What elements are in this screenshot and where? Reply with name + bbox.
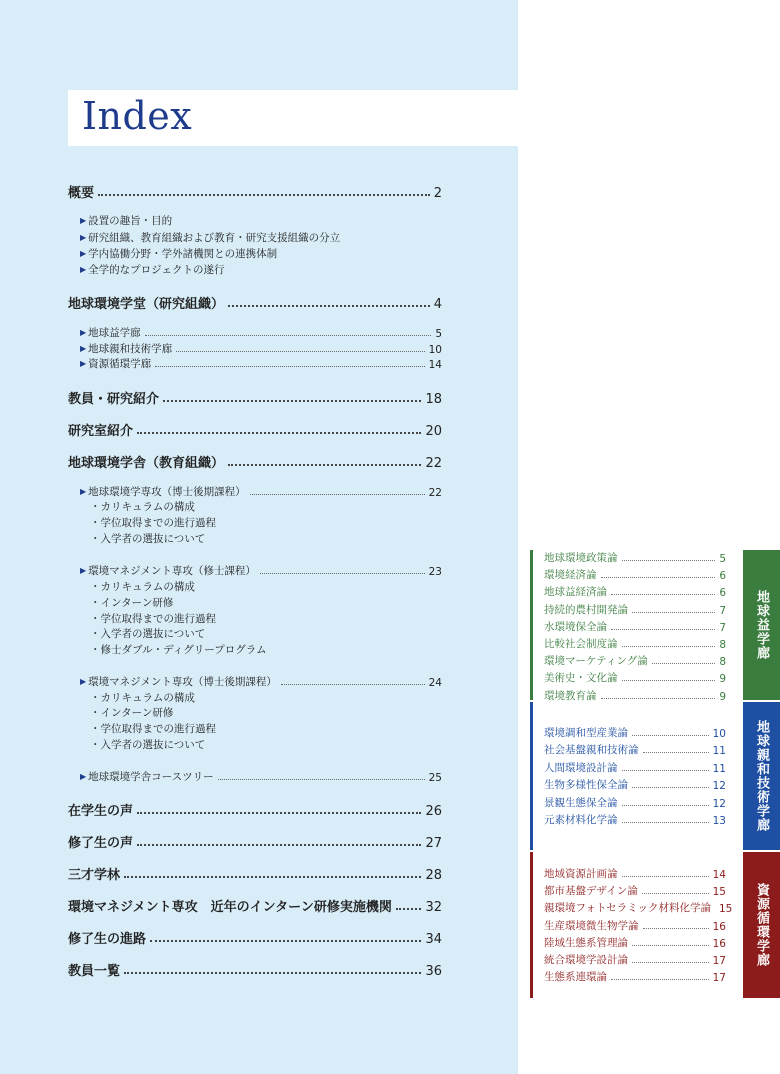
toc-doctoral-env-item[interactable]: ・カリキュラムの構成 xyxy=(90,501,195,513)
course-label: 生産環境微生物学論 xyxy=(544,919,639,932)
course-item[interactable] xyxy=(544,760,726,775)
toc-doctoral-env-item[interactable]: ・入学者の選抜について xyxy=(90,533,206,545)
course-item[interactable] xyxy=(544,670,726,685)
toc-master-mgmt-item[interactable]: ・入学者の選抜について xyxy=(90,628,206,640)
course-item[interactable] xyxy=(544,777,726,792)
toc-doctoral-env-item[interactable]: ・学位取得までの進行過程 xyxy=(90,517,216,529)
course-label: 親環境フォトセラミック材料化学論 xyxy=(544,902,711,915)
course-page: 6 xyxy=(719,570,726,583)
course-page: 15 xyxy=(718,903,733,916)
toc-labs[interactable]: 研究室紹介 20 xyxy=(68,424,442,439)
toc-edu-org[interactable]: 地球環境学舎（教育組織） 22 xyxy=(68,456,442,471)
course-item[interactable] xyxy=(544,584,726,599)
course-label: 都市基盤デザイン論 xyxy=(544,885,638,898)
toc-master-mgmt-item[interactable]: ・カリキュラムの構成 xyxy=(90,581,195,593)
course-page: 9 xyxy=(719,673,726,686)
toc-course-tree[interactable]: ▶ 地球環境学舎コースツリー 25 xyxy=(80,771,442,784)
course-page: 8 xyxy=(719,656,726,669)
course-label: 環境調和型産業論 xyxy=(544,727,628,739)
toc-students[interactable]: 在学生の声 26 xyxy=(68,804,442,819)
group-bar-junkan xyxy=(530,852,533,998)
page-title: Index xyxy=(82,94,193,138)
course-label: 社会基盤親和技術論 xyxy=(544,744,639,757)
toc-overview[interactable]: 概要 2 xyxy=(68,186,442,201)
toc-master-mgmt-item[interactable]: ・修士ダブル・ディグリープログラム xyxy=(90,644,267,656)
course-page: 13 xyxy=(712,815,726,827)
toc-doctoral-mgmt-item[interactable]: ・入学者の選抜について xyxy=(90,739,206,751)
tab-chikyueki[interactable]: 地球益学廊 xyxy=(743,550,780,700)
toc-overview-item[interactable]: ▶ 学内協働分野・学外諸機関との連携体制 xyxy=(80,248,278,260)
course-label: 環境マーケティング論 xyxy=(544,655,648,668)
toc-overview-item[interactable]: ▶ 設置の趣旨・目的 xyxy=(80,215,173,227)
course-item[interactable] xyxy=(544,812,726,827)
course-item[interactable] xyxy=(544,688,726,703)
toc-doctoral-mgmt-item[interactable]: ・インターン研修 xyxy=(90,707,174,719)
course-label: 地域資源計画論 xyxy=(544,868,618,880)
tab-junkan[interactable]: 資源循環学廊 xyxy=(743,852,780,998)
course-page: 17 xyxy=(712,955,726,967)
toc-research-sub[interactable]: ▶ 地球親和技術学廊 10 xyxy=(80,343,442,356)
course-label: 統合環境学設計論 xyxy=(544,954,628,966)
group-bar-shinwa xyxy=(530,702,533,850)
course-page: 11 xyxy=(712,745,726,758)
course-item[interactable] xyxy=(544,653,726,668)
toc-master-mgmt-item[interactable]: ・インターン研修 xyxy=(90,597,174,609)
course-item[interactable] xyxy=(544,900,733,916)
course-item[interactable] xyxy=(544,952,726,967)
course-item[interactable] xyxy=(544,935,726,950)
toc-graduates[interactable]: 修了生の声 27 xyxy=(68,836,442,851)
toc-research-org[interactable]: 地球環境学堂（研究組織） 4 xyxy=(68,297,442,312)
course-item[interactable] xyxy=(544,725,726,740)
group-bar-chikyueki xyxy=(530,550,533,700)
toc-careers[interactable]: 修了生の進路 34 xyxy=(68,932,442,947)
toc-internship[interactable]: 環境マネジメント専攻 近年のインターン研修実施機関 32 xyxy=(68,900,442,915)
course-label: 景観生態保全論 xyxy=(544,796,618,809)
course-page: 6 xyxy=(719,587,726,600)
tab-shinwa[interactable]: 地球親和技術学廊 xyxy=(743,702,780,850)
toc-doctoral-mgmt-item[interactable]: ・カリキュラムの構成 xyxy=(90,692,195,704)
course-item[interactable] xyxy=(544,795,726,810)
course-item[interactable] xyxy=(544,636,726,651)
toc-research-sub[interactable]: ▶ 地球益学廊 5 xyxy=(80,327,442,340)
toc-sansai[interactable]: 三才学林 28 xyxy=(68,868,442,883)
course-item[interactable] xyxy=(544,969,726,984)
course-label: 地球環境政策論 xyxy=(544,552,618,564)
course-label: 環境教育論 xyxy=(544,689,597,702)
course-item[interactable] xyxy=(544,619,726,634)
course-label: 持続的農村開発論 xyxy=(544,603,628,616)
toc-doctoral-env[interactable]: ▶ 地球環境学専攻（博士後期課程） 22 xyxy=(80,486,442,499)
course-label: 生態系連環論 xyxy=(544,971,607,984)
toc-master-mgmt[interactable]: ▶ 環境マネジメント専攻（修士課程） 23 xyxy=(80,565,442,578)
toc-overview-item[interactable]: ▶ 全学的なプロジェクトの遂行 xyxy=(80,264,225,276)
course-item[interactable] xyxy=(544,883,726,898)
toc-overview-item[interactable]: ▶ 研究組織、教育組織および教育・研究支援組織の分立 xyxy=(80,232,341,244)
course-item[interactable] xyxy=(544,567,726,582)
course-page: 7 xyxy=(719,604,726,617)
toc-staff-list[interactable]: 教員一覧 36 xyxy=(68,964,442,979)
toc-doctoral-mgmt-item[interactable]: ・学位取得までの進行過程 xyxy=(90,723,216,735)
course-page: 12 xyxy=(712,780,726,793)
course-label: 比較社会制度論 xyxy=(544,638,618,650)
course-page: 16 xyxy=(712,920,726,933)
course-label: 水環境保全論 xyxy=(544,620,607,633)
course-label: 陸域生態系管理論 xyxy=(544,936,628,949)
toc-research-sub[interactable]: ▶ 資源循環学廊 14 xyxy=(80,358,442,371)
course-item[interactable] xyxy=(544,602,726,617)
course-label: 生物多様性保全論 xyxy=(544,779,628,792)
course-item[interactable] xyxy=(544,742,726,757)
course-item[interactable] xyxy=(544,550,726,565)
course-item[interactable] xyxy=(544,866,726,881)
toc-faculty[interactable]: 教員・研究紹介 18 xyxy=(68,392,442,407)
toc-master-mgmt-item[interactable]: ・学位取得までの進行過程 xyxy=(90,613,216,625)
course-page: 8 xyxy=(719,639,726,651)
course-label: 美術史・文化論 xyxy=(544,672,618,685)
course-page: 10 xyxy=(712,728,726,740)
course-label: 地球益経済論 xyxy=(544,586,607,599)
course-label: 人間環境設計論 xyxy=(544,761,618,774)
course-page: 14 xyxy=(712,869,726,881)
course-item[interactable] xyxy=(544,918,726,933)
course-page: 12 xyxy=(712,797,726,810)
toc-doctoral-mgmt[interactable]: ▶ 環境マネジメント専攻（博士後期課程） 24 xyxy=(80,676,442,689)
course-page: 7 xyxy=(719,621,726,634)
course-page: 11 xyxy=(712,762,726,775)
course-page: 16 xyxy=(712,937,726,950)
course-page: 17 xyxy=(712,972,726,985)
course-page: 9 xyxy=(719,690,726,703)
course-label: 元素材料化学論 xyxy=(544,814,618,826)
course-page: 5 xyxy=(719,553,726,565)
course-page: 15 xyxy=(712,886,726,899)
course-label: 環境経済論 xyxy=(544,569,597,582)
